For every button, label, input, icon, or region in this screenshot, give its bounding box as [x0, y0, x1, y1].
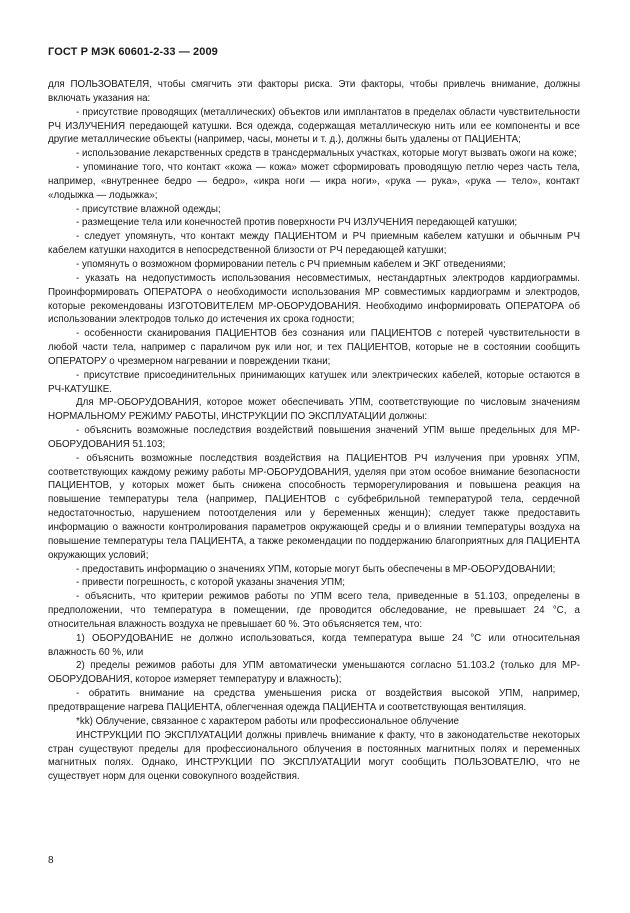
body-paragraph: - привести погрешность, с которой указаны значения УПМ;	[76, 577, 345, 589]
body-paragraph: ИНСТРУКЦИИ ПО ЭКСПЛУАТАЦИИ должны привлечь внимание к факту, что в законодательстве некоторых стран существуют пределы для профессионального облучения в постоянных магнитных полях и переменных магнитных полях. Однако, ИНСТРУКЦИИ ПО ЭКСПЛУАТАЦИИ могут сообщить ПОЛЬЗОВАТЕЛЮ, что не существует норм для оценки совокупного воздействия.	[48, 729, 580, 783]
body-paragraph: - присутствие проводящих (металлических) объектов или имплантатов в пределах области чувствительности РЧ ИЗЛУЧЕНИЯ передающей катушки. Вся одежда, содержащая металлическую нить или ее компоненты и все другие металлические объекты (например, часы, монеты и т. д.), должны быть удалены от ПАЦИЕНТА;	[48, 106, 580, 146]
body-paragraph: для ПОЛЬЗОВАТЕЛЯ, чтобы смягчить эти факторы риска. Эти факторы, чтобы привлечь внимание, должны включать указания на:	[48, 79, 580, 104]
body-paragraph: - следует упомянуть, что контакт между ПАЦИЕНТОМ и РЧ приемным кабелем катушки и обычным РЧ кабелем катушки находится в непосредственной близости от РЧ передающей катушки;	[48, 231, 580, 257]
body-paragraph: - упомянуть о возможном формировании петель с РЧ приемным кабелем и ЭКГ отведениями;	[76, 258, 506, 270]
body-paragraph: - присутствие присоединительных принимающих катушек или электрических кабелей, которые остаются в РЧ-КАТУШКЕ.	[48, 369, 580, 395]
body-paragraph: - размещение тела или конечностей против поверхности РЧ ИЗЛУЧЕНИЯ передающей катушки;	[76, 217, 518, 229]
body-paragraph: - указать на недопустимость использования несовместимых, нестандартных электродов кардиограммы. Проинформировать ОПЕРАТОРА о необходимости использования МР совместимых кардиограмм и электродов, которые рекомендованы ИЗГОТОВИТЕЛЕМ МР-ОБОРУДОВАНИЯ. Необходимо информировать ОПЕРАТОРА об использовании электродов только до истечения их срока годности;	[48, 272, 580, 326]
body-paragraph: - особенности сканирования ПАЦИЕНТОВ без сознания или ПАЦИЕНТОВ с потерей чувствительности в любой части тела, например с параличом рук или ног, и тех ПАЦИЕНТОВ, которые не в состоянии сообщить ОПЕРАТОРУ о чрезмерном нагревании и повреждении ткани;	[48, 328, 580, 367]
body-paragraph: 1) ОБОРУДОВАНИЕ не должно использоваться, когда температура выше 24 °С или относительная влажность 60 %, или	[48, 632, 580, 658]
page-number: 8	[48, 855, 54, 866]
document-header: ГОСТ Р МЭК 60601-2-33 — 2009	[48, 46, 218, 58]
body-paragraph: - упоминание того, что контакт «кожа — кожа» может сформировать проводящую петлю через часть тела, например, «внутреннее бедро — бедро», «икра ноги — икра ноги», «рука — рука», «рука — тело», контакт «лодыжка — лодыжка»;	[48, 162, 580, 201]
body-paragraph: - объяснить возможные последствия воздействий повышения значений УПМ выше предельных для МР-ОБОРУДОВАНИЯ 51.103;	[48, 425, 580, 450]
body-paragraph: - обратить внимание на средства уменьшения риска от воздействия высокой УПМ, например, предотвращение нагрева ПАЦИЕНТА, облегченная одежда ПАЦИЕНТА и соответствующая вентиляция.	[48, 688, 580, 713]
document-body	[48, 78, 580, 784]
body-paragraph: - использование лекарственных средств в трансдермальных участках, которые могут вызвать ожоги на коже;	[76, 148, 577, 160]
body-paragraph: Для МР-ОБОРУДОВАНИЯ, которое может обеспечивать УПМ, соответствующие по числовым значениям НОРМАЛЬНОМУ РЕЖИМУ РАБОТЫ, ИНСТРУКЦИИ ПО ЭКСПЛУАТАЦИИ должны:	[48, 397, 580, 423]
body-paragraph: *kk) Облучение, связанное с характером работы или профессиональное облучение	[76, 715, 459, 727]
body-paragraph: - объяснить возможные последствия воздействия на ПАЦИЕНТОВ РЧ излучения при уровнях УПМ, соответствующих каждому режиму работы МР-ОБОРУДОВАНИЯ, уделяя при этом особое внимание безопасности ПАЦИЕНТОВ, у которых может быть снижена способность терморегулирования и повышена реакция на повышение температуры тела (например, ПАЦИЕНТОВ с субфебрильной температурой тела, сердечной недостаточностью, нарушением потоотделения или у беременных женщин); следует также предоставить информацию о важности контролирования параметров окружающей среды и о влиянии температуры воздуха на повышение температуры тела ПАЦИЕНТА, а также рекомендации по поддержанию благоприятных для ПАЦИЕНТА окружающих условий;	[48, 452, 580, 561]
body-paragraph: 2) пределы режимов работы для УПМ автоматически уменьшаются согласно 51.103.2 (только для МР-ОБОРУДОВАНИЯ, которое измеряет температуру и влажность);	[48, 660, 580, 686]
body-paragraph: - предоставить информацию о значениях УПМ, которые могут быть обеспечены в МР-ОБОРУДОВАНИИ;	[76, 563, 556, 575]
body-paragraph: - объяснить, что критерии режимов работы по УПМ всего тела, приведенные в 51.103, определены в предположении, что температура в помещении, где проводится обследование, не превышает 24 °С, а относительная влажность воздуха не превышает 60 %. Это объясняется тем, что:	[48, 591, 580, 630]
body-paragraph: - присутствие влажной одежды;	[76, 203, 221, 215]
